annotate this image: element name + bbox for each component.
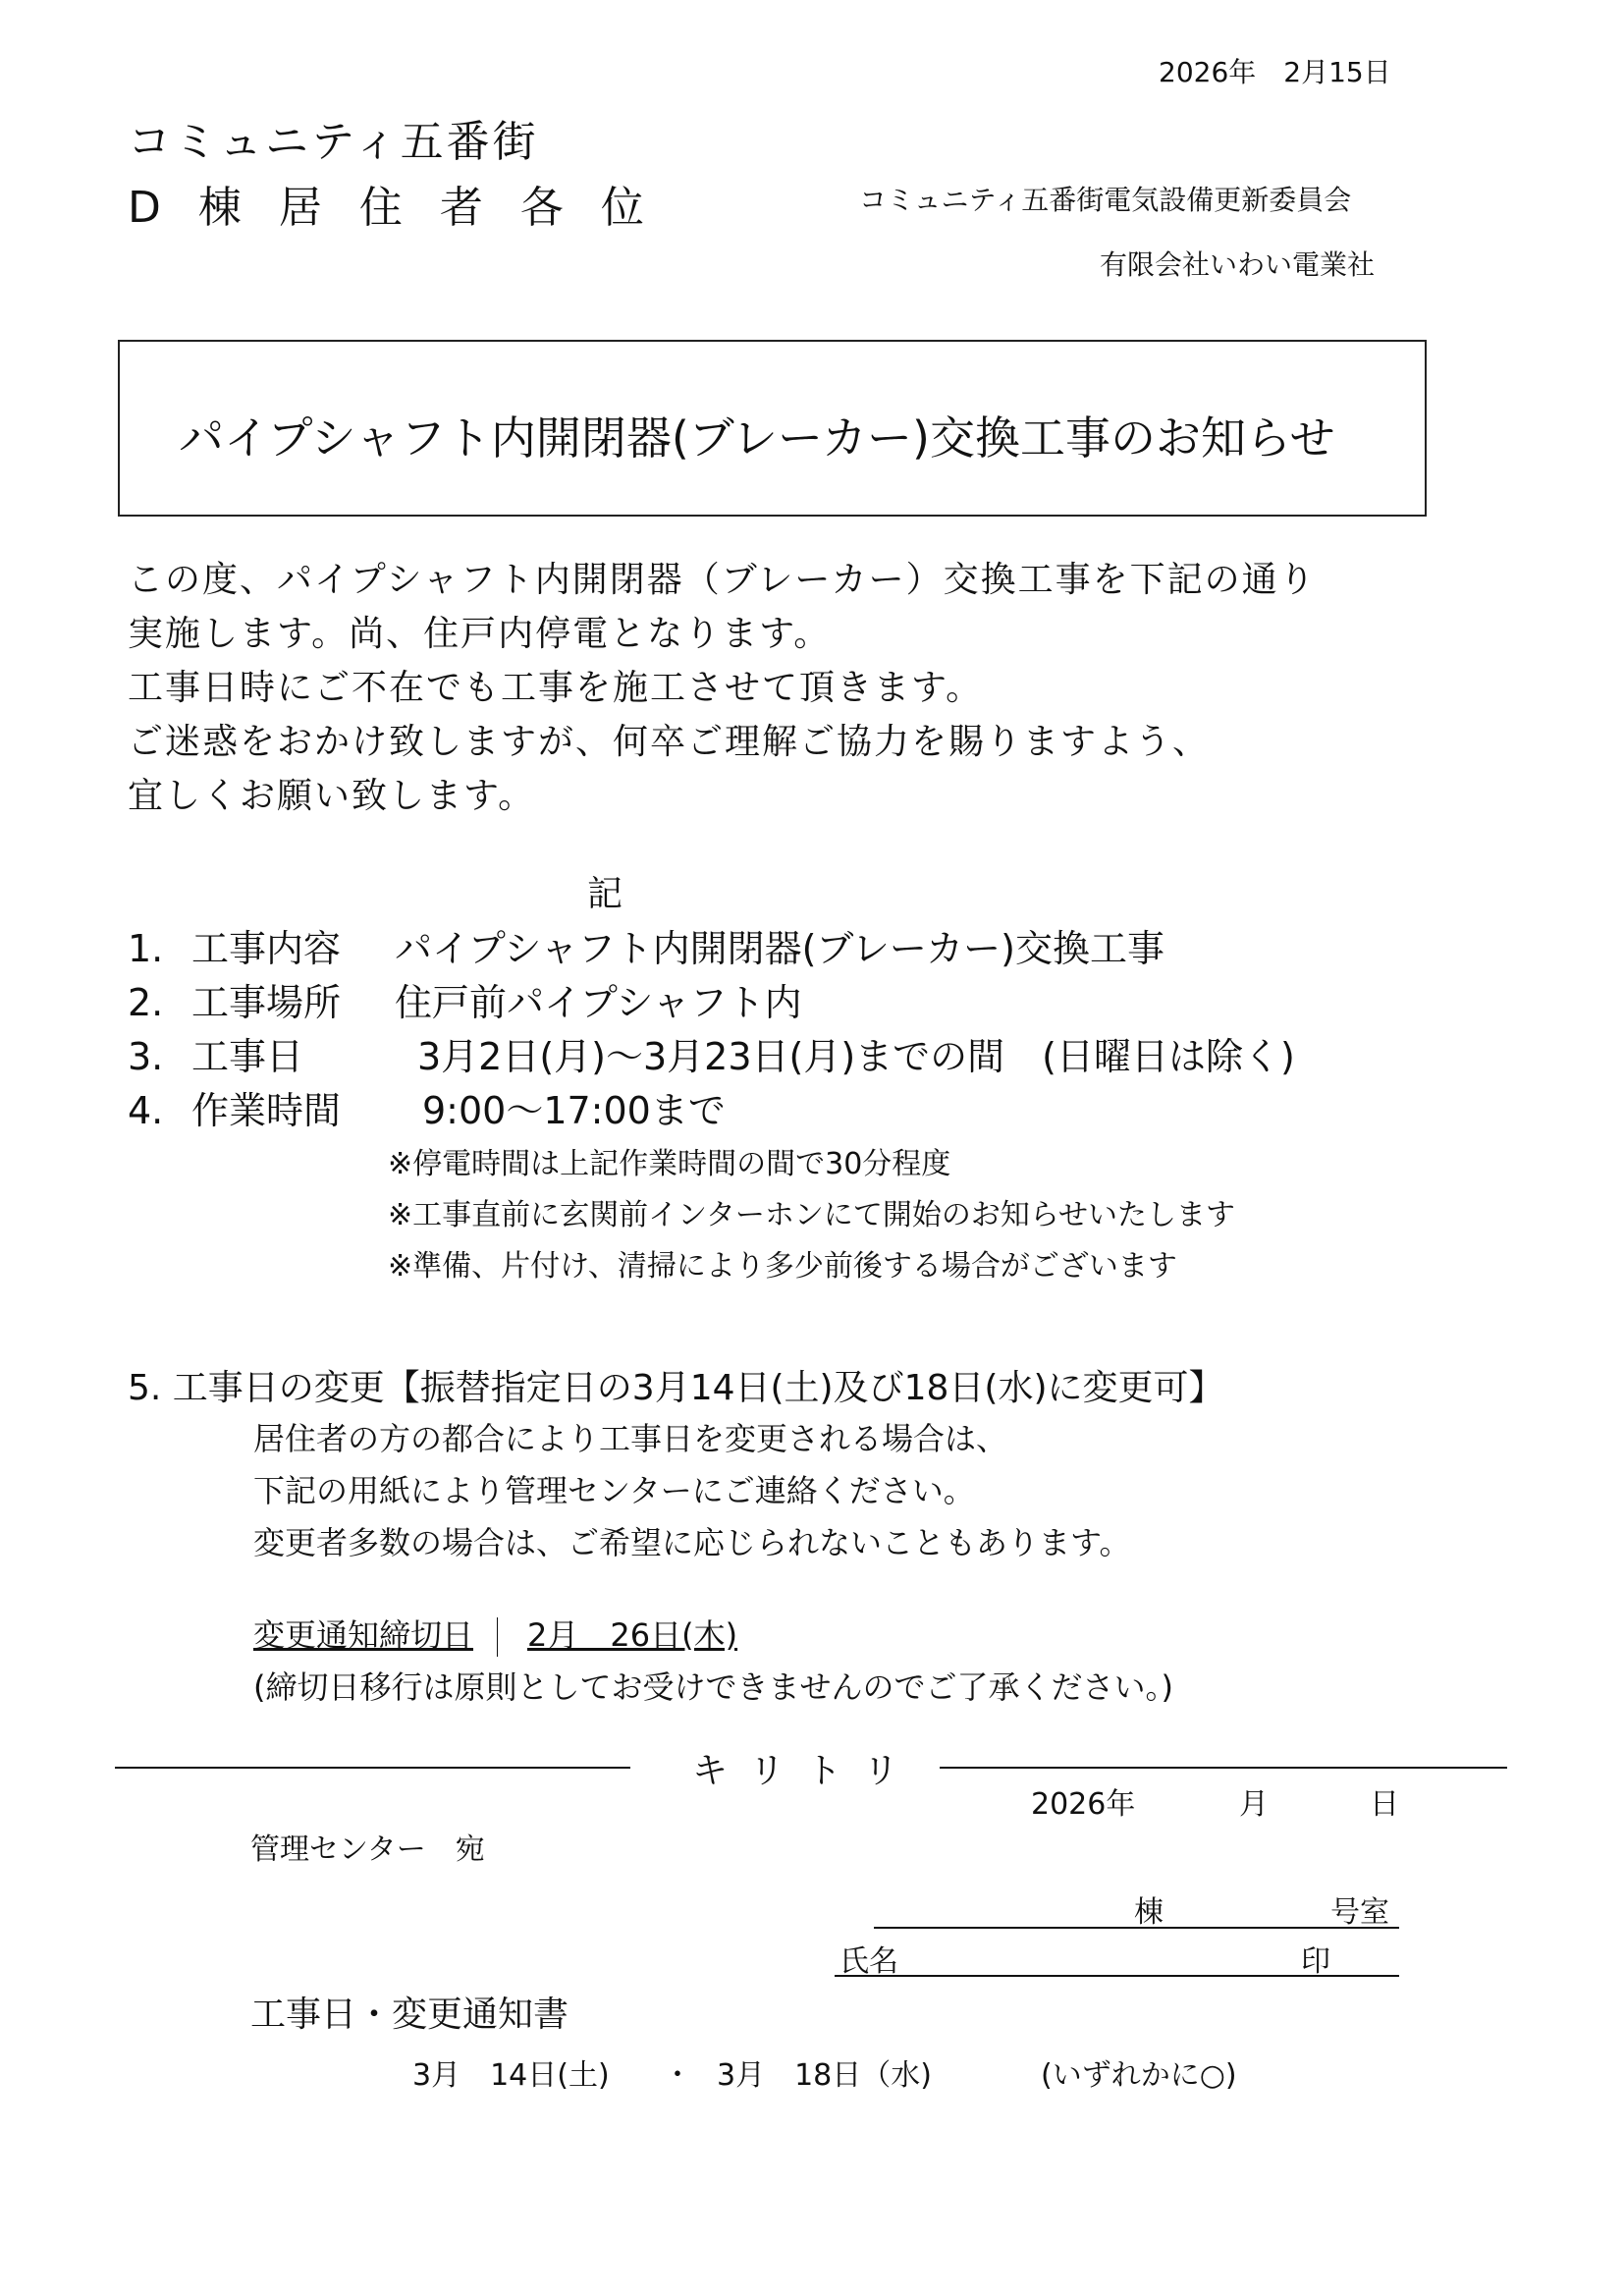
intro-line: 宜しくお願い致します。 bbox=[128, 776, 536, 816]
item-number: 2. bbox=[128, 981, 164, 1024]
intro-line: 工事日時にご不在でも工事を施工させて頂きます。 bbox=[128, 668, 984, 708]
cut-line-left bbox=[115, 1767, 630, 1769]
seal-label: 印 bbox=[1301, 1944, 1330, 1979]
change-line: 変更者多数の場合は、ご希望に応じられないこともあります。 bbox=[253, 1524, 1131, 1561]
form-date-year: 2026年 bbox=[1031, 1787, 1136, 1822]
deadline-value: 2月 26日(木) bbox=[527, 1616, 738, 1654]
item-number: 3. bbox=[128, 1035, 164, 1078]
option-instruction: (いずれかに○) bbox=[1041, 2058, 1237, 2093]
work-content-item bbox=[128, 918, 1164, 972]
form-recipient: 管理センター 宛 bbox=[250, 1832, 485, 1867]
item-label: 工事場所 bbox=[191, 981, 342, 1024]
building-room-field[interactable] bbox=[874, 1927, 1399, 1929]
change-deadline bbox=[253, 1611, 737, 1657]
item-value: 3月2日(月)～3月23日(月)までの間 (日曜日は除く) bbox=[417, 1035, 1295, 1078]
note-line: ※停電時間は上記作業時間の間で30分程度 bbox=[388, 1147, 951, 1181]
form-date-month: 月 bbox=[1239, 1787, 1269, 1822]
note-line: ※準備、片付け、清掃により多少前後する場合がございます bbox=[388, 1249, 1177, 1284]
name-label: 氏名 bbox=[839, 1944, 898, 1979]
note-line: ※工事直前に玄関前インターホンにて開始のお知らせいたします bbox=[388, 1198, 1236, 1232]
addressee-residents: D棟居住者各位 bbox=[128, 183, 681, 233]
item-number: 1. bbox=[128, 927, 164, 970]
form-date-day: 日 bbox=[1370, 1787, 1399, 1822]
form-title: 工事日・変更通知書 bbox=[250, 1995, 569, 2035]
date-change-heading: 5. 工事日の変更【振替指定日の3月14日(土)及び18日(水)に変更可】 bbox=[128, 1368, 1224, 1408]
title-box bbox=[118, 340, 1427, 517]
sender-committee: コミュニティ五番街電気設備更新委員会 bbox=[859, 184, 1352, 216]
item-value: パイプシャフト内開閉器(ブレーカー)交換工事 bbox=[395, 927, 1164, 970]
ki-heading: 記 bbox=[587, 874, 623, 914]
addressee-community: コミュニティ五番街 bbox=[128, 117, 539, 167]
room-label: 号室 bbox=[1330, 1895, 1389, 1930]
work-date-item bbox=[128, 1026, 1295, 1080]
item-label: 工事日 bbox=[191, 1035, 304, 1078]
name-field[interactable] bbox=[835, 1975, 1399, 1977]
item-value: 9:00～17:00まで bbox=[422, 1089, 726, 1132]
intro-line: ご迷惑をおかけ致しますが、何卒ご理解ご協力を賜りますよう、 bbox=[128, 722, 1211, 762]
change-line: 下記の用紙により管理センターにご連絡ください。 bbox=[253, 1472, 975, 1509]
item-label: 作業時間 bbox=[191, 1089, 342, 1132]
deadline-note: (締切日移行は原則としてお受けできませんのでご了承ください。) bbox=[253, 1668, 1173, 1706]
notice-title: パイプシャフト内開閉器(ブレーカー)交換工事のお知らせ bbox=[179, 411, 1335, 465]
deadline-label: 変更通知締切日 bbox=[253, 1616, 474, 1654]
item-label: 工事内容 bbox=[191, 927, 342, 970]
item-number: 4. bbox=[128, 1089, 164, 1132]
date-option-2[interactable]: 3月 18日（水) bbox=[717, 2058, 932, 2093]
work-hours-item bbox=[128, 1080, 726, 1134]
document-date: 2026年 2月15日 bbox=[1159, 56, 1391, 88]
date-option-1[interactable]: 3月 14日(土) bbox=[412, 2058, 610, 2093]
intro-line: 実施します。尚、住戸内停電となります。 bbox=[128, 614, 832, 654]
intro-line: この度、パイプシャフト内開閉器（ブレーカー）交換工事を下記の通り bbox=[128, 560, 1317, 600]
change-line: 居住者の方の都合により工事日を変更される場合は、 bbox=[253, 1420, 1008, 1457]
building-label: 棟 bbox=[1134, 1895, 1164, 1930]
cut-line-right bbox=[940, 1767, 1507, 1769]
work-location-item bbox=[128, 972, 802, 1026]
sender-company: 有限会社いわい電業社 bbox=[1100, 248, 1376, 281]
deadline-divider bbox=[497, 1617, 498, 1657]
option-separator: ・ bbox=[663, 2058, 692, 2093]
cut-here-label: キリトリ bbox=[692, 1751, 921, 1791]
item-value: 住戸前パイプシャフト内 bbox=[395, 981, 802, 1024]
